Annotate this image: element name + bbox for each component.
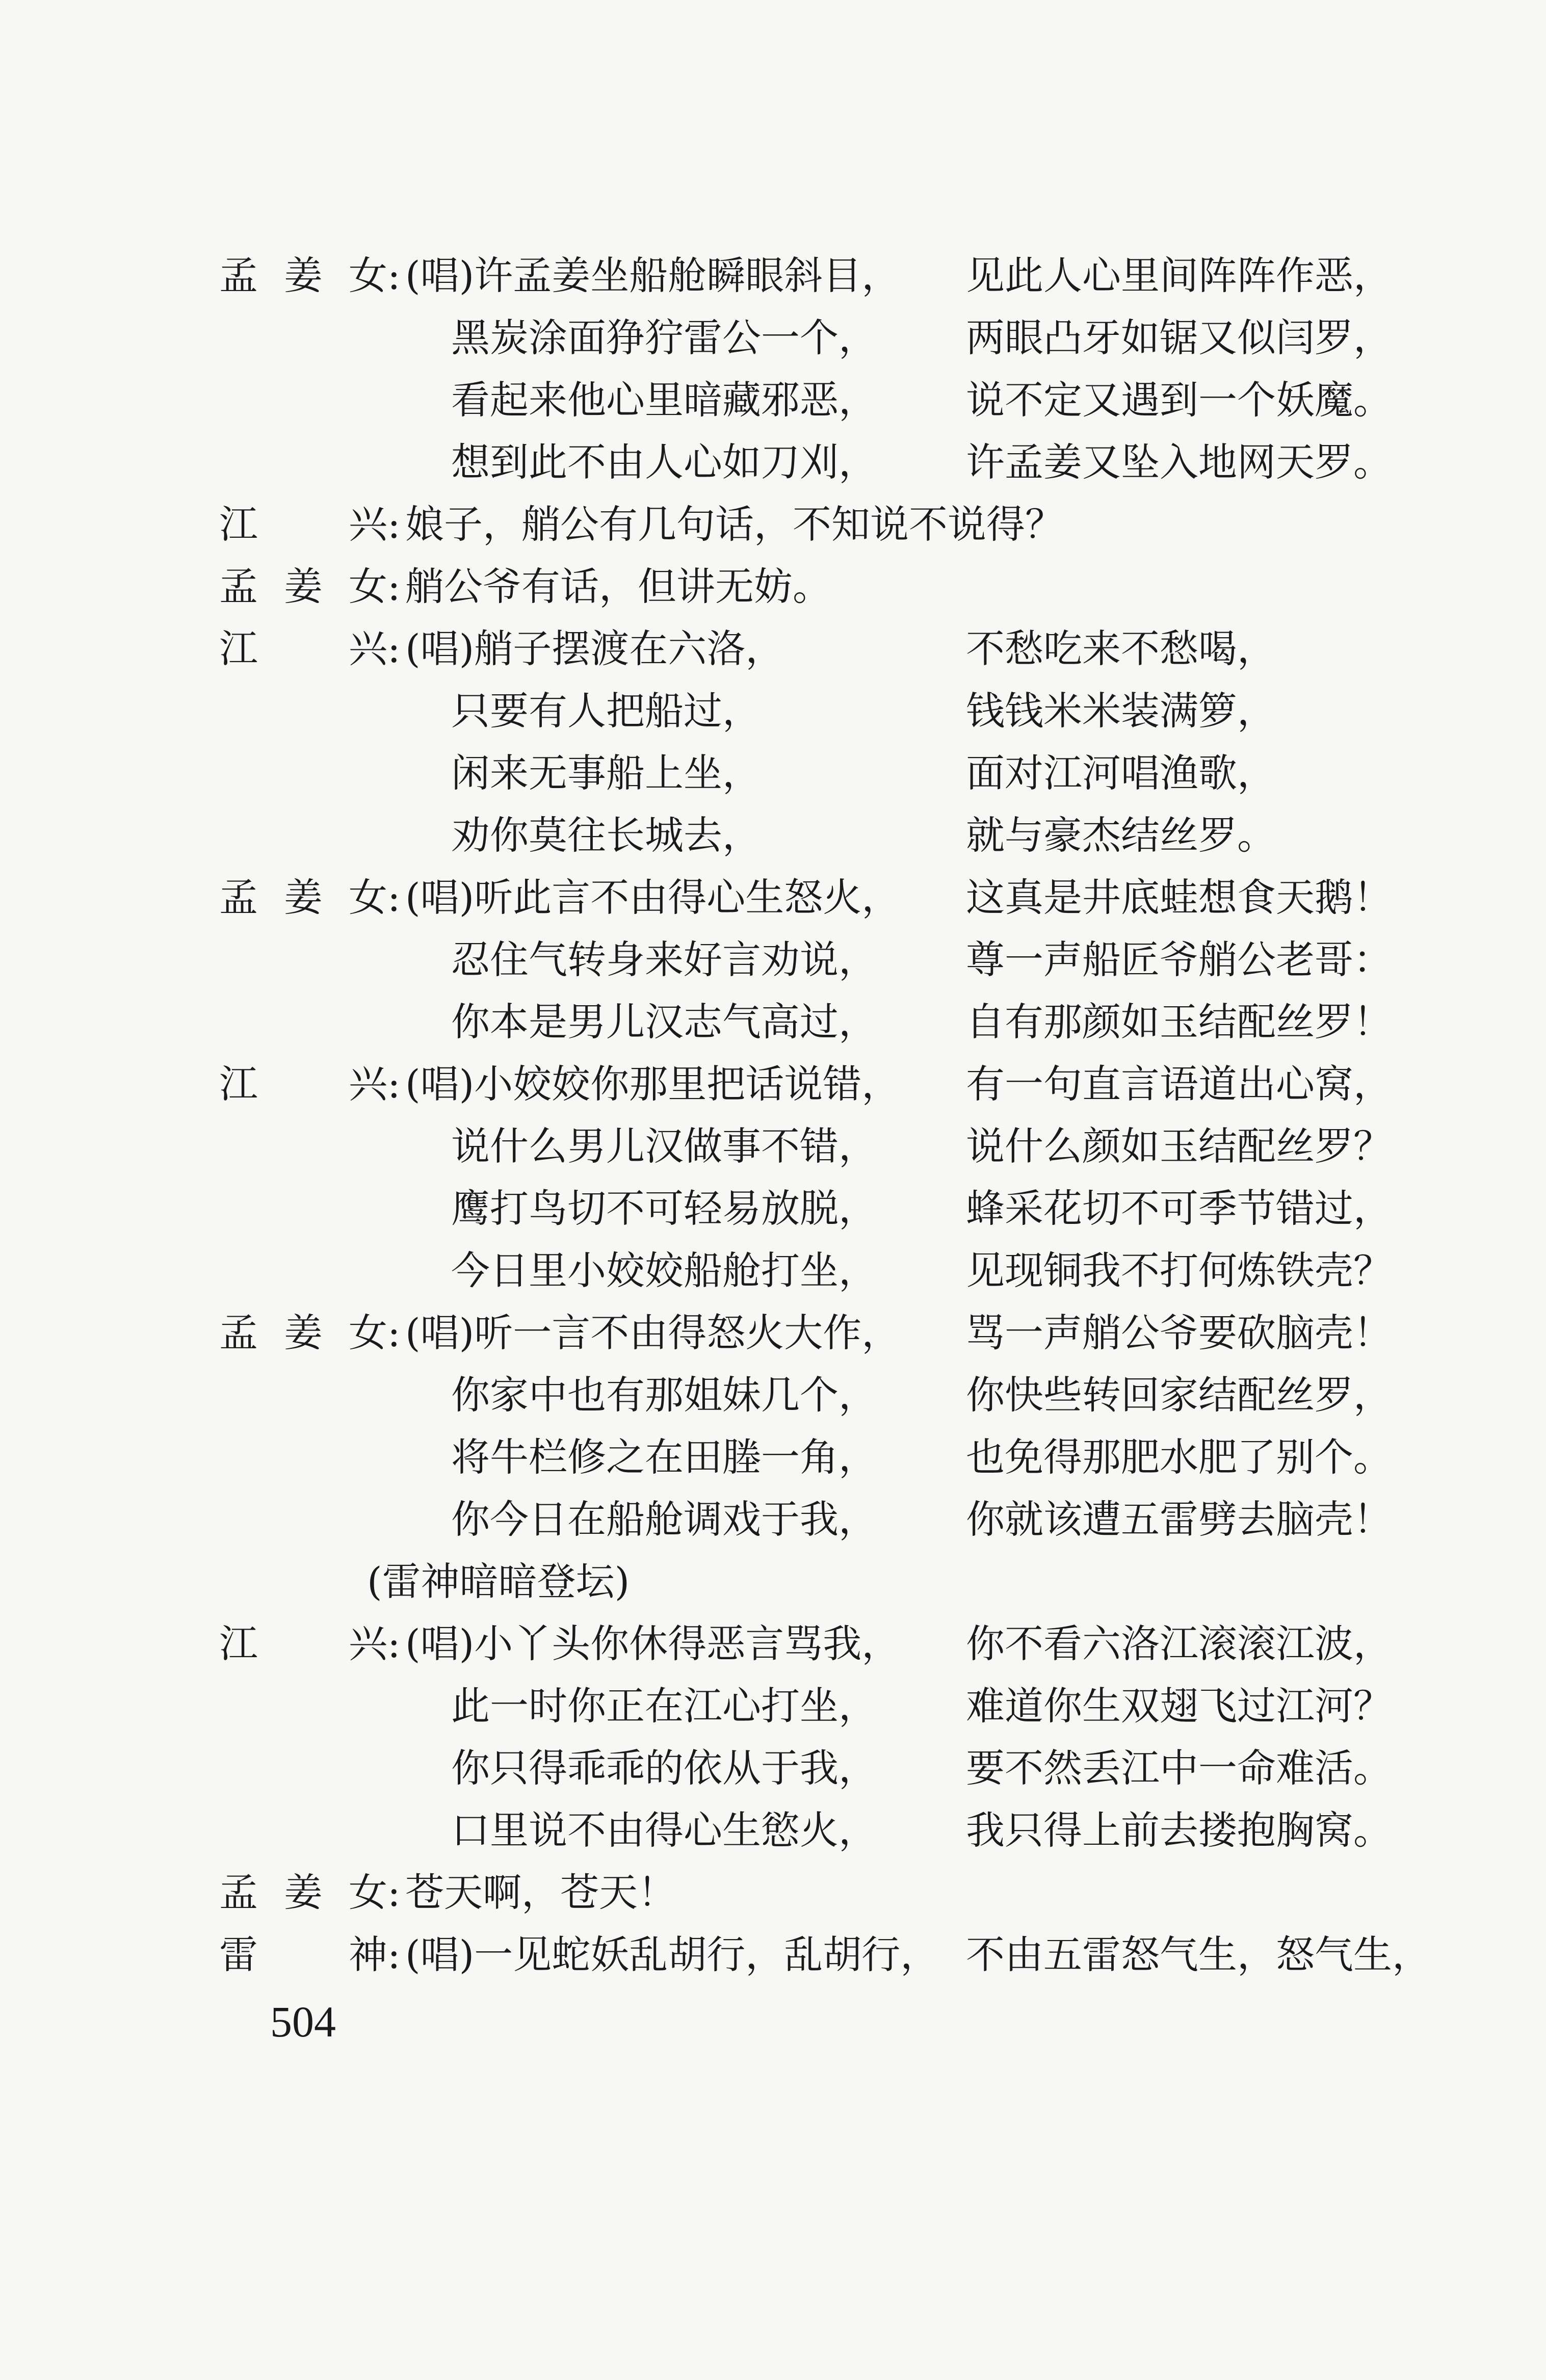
speaker-char: 女: [349, 564, 387, 609]
script-line: [0, 1115, 1546, 1178]
script-line: [0, 1551, 1546, 1613]
verse-second-half: 不由五雷怒气生，怒气生，: [966, 1932, 1431, 1977]
script-line: [0, 618, 1546, 680]
speaker-name: [219, 245, 387, 307]
script-line: [0, 680, 1546, 742]
script-line: [0, 431, 1546, 493]
verse-second-half: 见现铜我不打何炼铁壳？: [966, 1248, 1392, 1293]
stage-direction: (雷神暗暗登坛): [367, 1559, 630, 1604]
verse-second-half: 不愁吃来不愁喝，: [966, 626, 1276, 671]
verse-second-half: 我只得上前去搂抱胸窝。: [966, 1808, 1392, 1853]
verse-second-half: 难道你生双翅飞过江河？: [966, 1683, 1392, 1729]
verse-first-half: (唱)听此言不由得心生怒火，: [405, 875, 901, 920]
verse-first-half: (唱)许孟姜坐船舱瞬眼斜目，: [405, 253, 901, 298]
verse-first-half: 想到此不由人心如刀刈，: [451, 439, 877, 485]
script-line: [0, 493, 1546, 556]
verse-first-half: 只要有人把船过，: [451, 688, 761, 734]
script-line: [0, 804, 1546, 867]
verse-second-half: 有一句直言语道出心窝，: [966, 1061, 1392, 1107]
script-line: [0, 245, 1546, 307]
verse-second-half: 面对江河唱渔歌，: [966, 750, 1276, 796]
verse-second-half: 你就该遭五雷劈去脑壳！: [966, 1497, 1392, 1542]
verse-first-half: 将牛栏修之在田塍一角，: [451, 1434, 877, 1480]
verse-first-half: 你今日在船舱调戏于我，: [451, 1497, 877, 1542]
verse-first-half: 此一时你正在江心打坐，: [451, 1683, 877, 1729]
verse-first-half: (唱)小丫头你休得恶言骂我，: [405, 1621, 901, 1666]
speaker-colon: :: [387, 875, 401, 920]
speaker-colon: :: [387, 626, 401, 671]
script-line: [0, 1737, 1546, 1799]
speaker-colon: :: [387, 1870, 401, 1915]
script-line: [0, 1799, 1546, 1862]
verse-first-half: 你本是男儿汉志气高过，: [451, 999, 877, 1044]
speaker-char: 江: [219, 1621, 258, 1666]
script-line: [0, 742, 1546, 804]
script-line: [0, 556, 1546, 618]
verse-second-half: 你快些转回家结配丝罗，: [966, 1372, 1392, 1418]
script-line: [0, 1924, 1546, 1986]
speaker-name: [219, 1862, 387, 1924]
verse-first-half: (唱)艄子摆渡在六洛，: [405, 626, 784, 671]
speaker-char: 江: [219, 626, 258, 671]
speaker-colon: :: [387, 564, 401, 609]
verse-second-half: 你不看六洛江滚滚江波，: [966, 1621, 1392, 1666]
speaker-name: [219, 867, 387, 929]
speaker-char: 兴: [349, 1061, 387, 1107]
speaker-char: 女: [349, 253, 387, 298]
verse-first-half: (唱)小姣姣你那里把话说错，: [405, 1061, 901, 1107]
speaker-char: 兴: [349, 502, 387, 547]
speaker-colon: :: [387, 1310, 401, 1355]
verse-first-half: 鹰打鸟切不可轻易放脱，: [451, 1186, 877, 1231]
verse-first-half: (唱)一见蛇妖乱胡行，乱胡行，: [405, 1932, 939, 1977]
speaker-char: 姜: [284, 1310, 323, 1355]
speaker-char: 姜: [284, 253, 323, 298]
speaker-char: 姜: [284, 564, 323, 609]
verse-first-half: 闲来无事船上坐，: [451, 750, 761, 796]
verse-second-half: 要不然丢江中一命难活。: [966, 1745, 1392, 1791]
script-line: [0, 1178, 1546, 1240]
speaker-char: 女: [349, 1870, 387, 1915]
speaker-colon: :: [387, 1621, 401, 1666]
verse-first-half: 苍天啊，苍天！: [405, 1870, 676, 1915]
verse-second-half: 说什么颜如玉结配丝罗？: [966, 1123, 1392, 1169]
speaker-char: 雷: [219, 1932, 258, 1977]
verse-first-half: (唱)听一言不由得怒火大作，: [405, 1310, 901, 1355]
script-line: [0, 1426, 1546, 1488]
speaker-char: 姜: [284, 875, 323, 920]
verse-second-half: 也免得那肥水肥了别个。: [966, 1434, 1392, 1480]
speaker-name: [219, 1924, 387, 1986]
speaker-name: [219, 1613, 387, 1675]
speaker-name: [219, 556, 387, 618]
speaker-name: [219, 1302, 387, 1364]
verse-second-half: 自有那颜如玉结配丝罗！: [966, 999, 1392, 1044]
verse-first-half: 娘子，艄公有几句话，不知说不说得？: [405, 502, 1064, 547]
script-line: [0, 1302, 1546, 1364]
script-line: [0, 1613, 1546, 1675]
speaker-char: 孟: [219, 1310, 258, 1355]
script-line: [0, 867, 1546, 929]
verse-first-half: 劝你莫往长城去，: [451, 813, 761, 858]
verse-second-half: 骂一声艄公爷要砍脑壳！: [966, 1310, 1392, 1355]
verse-first-half: 你家中也有那姐妹几个，: [451, 1372, 877, 1418]
verse-first-half: 看起来他心里暗藏邪恶，: [451, 377, 877, 423]
verse-first-half: 黑炭涂面狰狞雷公一个，: [451, 315, 877, 360]
verse-first-half: 艄公爷有话，但讲无妨。: [405, 564, 831, 609]
verse-second-half: 蜂采花切不可季节错过，: [966, 1186, 1392, 1231]
speaker-char: 孟: [219, 564, 258, 609]
page-number: 504: [270, 1997, 336, 2046]
speaker-char: 兴: [349, 1621, 387, 1666]
script-line: [0, 1488, 1546, 1551]
script-line: [0, 1240, 1546, 1302]
verse-second-half: 两眼凸牙如锯又似闫罗，: [966, 315, 1392, 360]
speaker-char: 女: [349, 1310, 387, 1355]
script-line: [0, 1862, 1546, 1924]
speaker-char: 孟: [219, 1870, 258, 1915]
speaker-colon: :: [387, 1061, 401, 1107]
speaker-colon: :: [387, 502, 401, 547]
script-line: [0, 1053, 1546, 1115]
speaker-char: 姜: [284, 1870, 323, 1915]
speaker-char: 女: [349, 875, 387, 920]
verse-second-half: 见此人心里间阵阵作恶，: [966, 253, 1392, 298]
speaker-colon: :: [387, 253, 401, 298]
verse-second-half: 这真是井底蛙想食天鹅！: [966, 875, 1392, 920]
script-line: [0, 369, 1546, 431]
verse-first-half: 忍住气转身来好言劝说，: [451, 937, 877, 982]
speaker-char: 江: [219, 502, 258, 547]
verse-second-half: 许孟姜又坠入地网天罗。: [966, 439, 1392, 485]
speaker-name: [219, 493, 387, 556]
verse-first-half: 今日里小姣姣船舱打坐，: [451, 1248, 877, 1293]
speaker-char: 江: [219, 1061, 258, 1107]
script-line: [0, 991, 1546, 1053]
verse-first-half: 说什么男儿汉做事不错，: [451, 1123, 877, 1169]
speaker-name: [219, 1053, 387, 1115]
script-line: [0, 1675, 1546, 1737]
verse-second-half: 尊一声船匠爷艄公老哥：: [966, 937, 1392, 982]
script-line: [0, 929, 1546, 991]
verse-first-half: 你只得乖乖的依从于我，: [451, 1745, 877, 1791]
speaker-name: [219, 618, 387, 680]
verse-second-half: 就与豪杰结丝罗。: [966, 813, 1276, 858]
script-line: [0, 1364, 1546, 1426]
speaker-char: 孟: [219, 875, 258, 920]
speaker-char: 神: [349, 1932, 387, 1977]
script-line: [0, 307, 1546, 369]
speaker-char: 孟: [219, 253, 258, 298]
verse-second-half: 钱钱米米装满箩，: [966, 688, 1276, 734]
speaker-colon: :: [387, 1932, 401, 1977]
verse-first-half: 口里说不由得心生慾火，: [451, 1808, 877, 1853]
speaker-char: 兴: [349, 626, 387, 671]
verse-second-half: 说不定又遇到一个妖魔。: [966, 377, 1392, 423]
